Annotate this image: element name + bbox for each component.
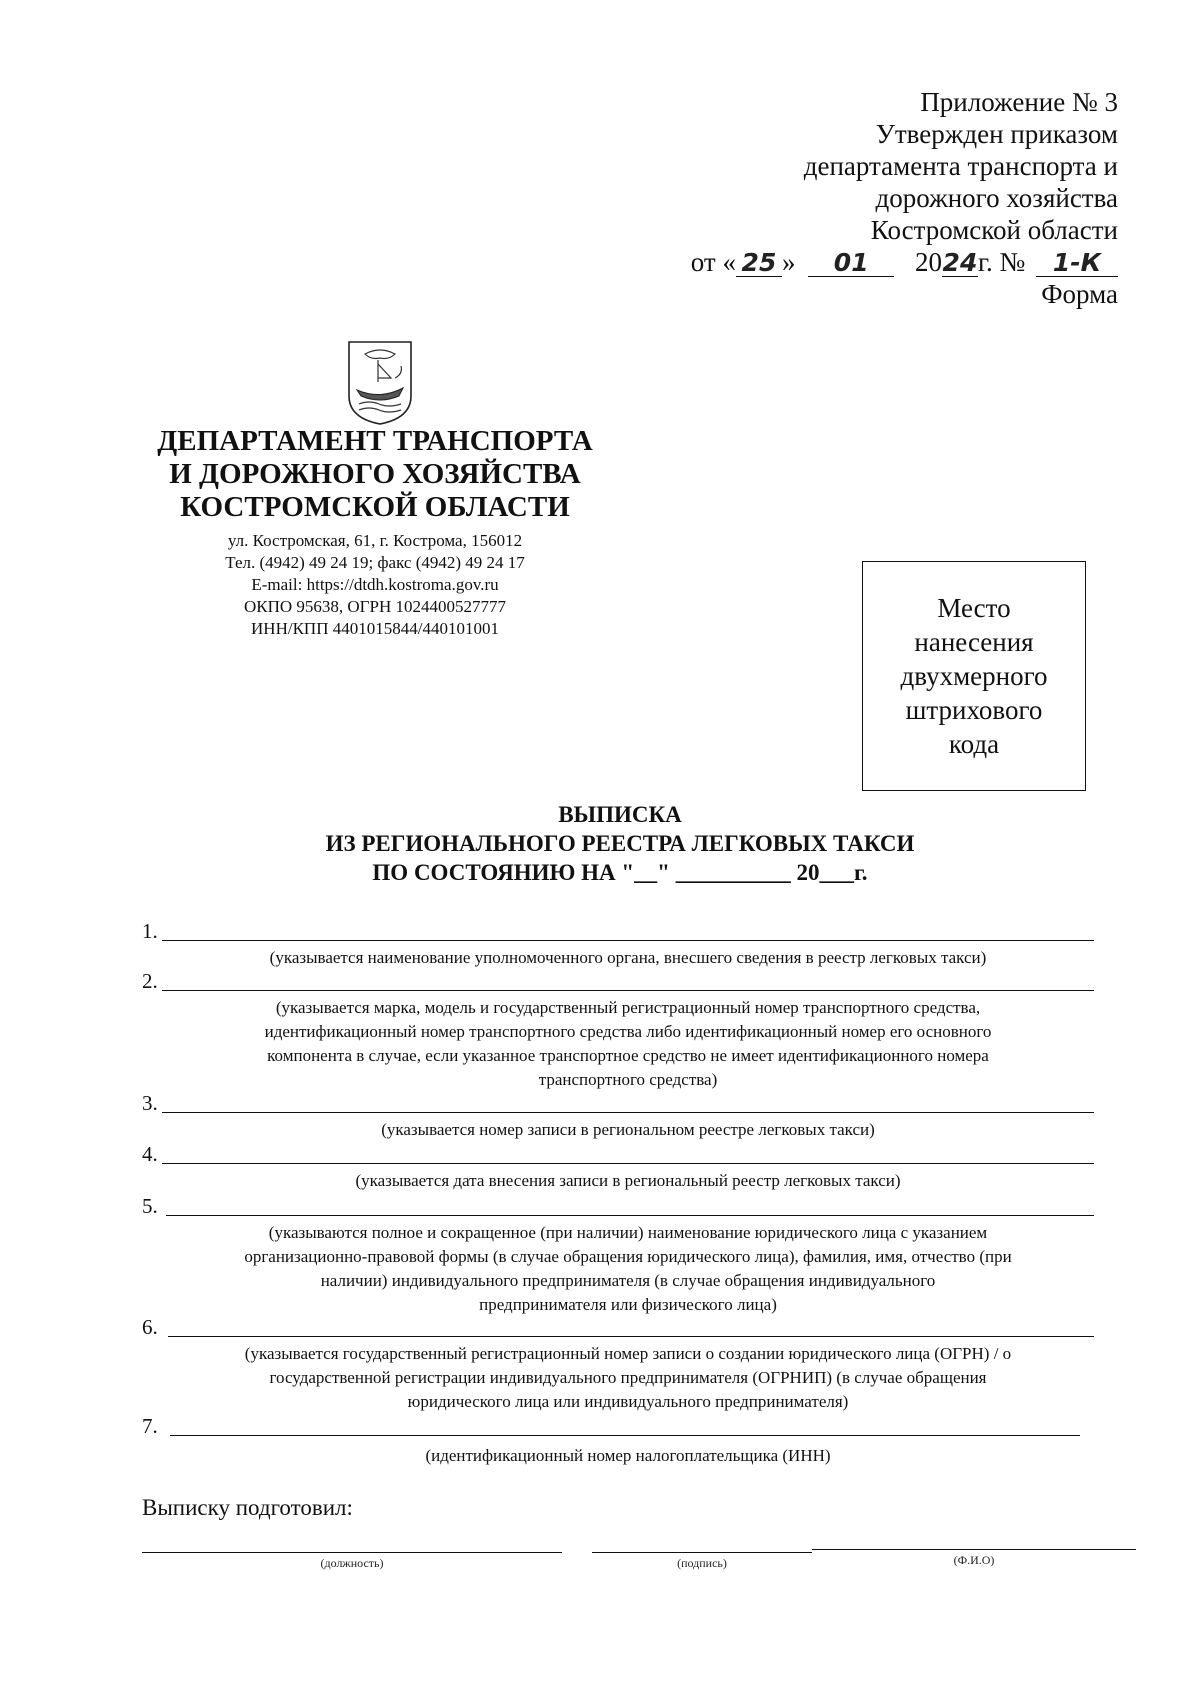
item-7-fill-line (170, 1435, 1080, 1436)
signature-sign-line (592, 1552, 812, 1553)
item-5-hint: (указываются полное и сокращенное (при наличии) наименование юридического лица с указанием организационно-правовой формы (в случае обращения юридического лица), фамилия, имя, отчество (при наличии) индивидуального предпринимателя (в случае обращения индивидуального предпринимателя или физического лица) (244, 1223, 1012, 1314)
coat-of-arms-icon (345, 338, 415, 428)
department-inn: ИНН/КПП 4401015844/440101001 (251, 619, 499, 638)
item-number: 1. (142, 919, 158, 943)
item-number: 3. (142, 1091, 158, 1115)
department-address: ул. Костромская, 61, г. Кострома, 156012 (227, 531, 523, 550)
document-title (200, 800, 1040, 887)
item-4-fill-line (162, 1163, 1094, 1164)
approver-line-3: Костромской области (870, 215, 1118, 245)
item-number: 6. (142, 1315, 158, 1339)
item-2-fill-line (162, 990, 1094, 991)
fio-sign-line (812, 1549, 1136, 1550)
appendix-number: Приложение № 3 (920, 87, 1118, 117)
item-2-hint: (указывается марка, модель и государственный регистрационный номер транспортного средства, идентификационный номер транспортного средства либо идентификационный номер его основного компонента в случае, если указанное транспортное средство не имеет идентификационного номера транспортного средства) (264, 998, 992, 1089)
title-line-1: ВЫПИСКА (558, 802, 682, 827)
department-name-line-2: И ДОРОЖНОГО ХОЗЯЙСТВА (169, 458, 581, 490)
prepared-by-label: Выписку подготовил: (142, 1495, 353, 1520)
item-1-hint: (указывается наименование уполномоченного органа, внесшего сведения в реестр легковых такси) (269, 948, 987, 967)
department-okpo: ОКПО 95638, ОГРН 1024400527777 (243, 597, 506, 616)
item-4-hint: (указывается дата внесения записи в региональный реестр легковых такси) (355, 1171, 901, 1190)
position-sign-line (142, 1552, 562, 1553)
department-phone: Тел. (4942) 49 24 19; факс (4942) 49 24 17 (225, 553, 525, 572)
item-6-fill-line (168, 1336, 1094, 1337)
signature-caption: (подпись) (677, 1556, 727, 1570)
title-line-3: ПО СОСТОЯНИЮ НА "__" __________ 20___г. (372, 860, 868, 885)
department-name-line-1: ДЕПАРТАМЕНТ ТРАНСПОРТА (157, 425, 593, 457)
item-number: 4. (142, 1142, 158, 1166)
item-number: 2. (142, 969, 158, 993)
order-month: 01 (808, 250, 894, 277)
approver-line-2: дорожного хозяйства (875, 183, 1118, 213)
position-caption: (должность) (320, 1556, 384, 1570)
item-7-hint: (идентификационный номер налогоплательщика (ИНН) (425, 1446, 831, 1465)
department-block (130, 425, 620, 640)
item-1-fill-line (162, 940, 1094, 941)
fio-caption: (Ф.И.О) (953, 1553, 995, 1567)
order-year: 24 (942, 248, 978, 277)
department-name-line-3: КОСТРОМСКОЙ ОБЛАСТИ (180, 491, 570, 523)
approver-line-1: департамента транспорта и (803, 151, 1118, 181)
department-email: E-mail: https://dtdh.kostroma.gov.ru (251, 575, 499, 594)
item-5-fill-line (166, 1215, 1094, 1216)
item-3-hint: (указывается номер записи в региональном реестре легковых такси) (381, 1120, 875, 1139)
approved-by-order: Утвержден приказом (875, 119, 1118, 149)
order-date-line: от « 25 » 01 2024г. № 1-К (691, 246, 1118, 278)
form-label: Форма (1041, 279, 1118, 309)
item-3-fill-line (162, 1112, 1094, 1113)
item-6-hint: (указывается государственный регистрационный номер записи о создании юридического лица (ОГРН) / о государственной регистрации индивидуального предпринимателя (ОГРНИП) (в случае обращения юридического лица или индивидуального предпринимателя) (244, 1344, 1012, 1411)
order-day: 25 (736, 250, 782, 277)
department-contacts (130, 530, 620, 640)
item-number: 7. (142, 1414, 158, 1438)
barcode-placeholder-box: Место нанесения двухмерного штрихового кода (862, 561, 1086, 791)
item-number: 5. (142, 1194, 158, 1218)
appendix-header (691, 86, 1118, 310)
title-line-2: ИЗ РЕГИОНАЛЬНОГО РЕЕСТРА ЛЕГКОВЫХ ТАКСИ (325, 831, 915, 856)
order-number: 1-К (1036, 250, 1118, 277)
